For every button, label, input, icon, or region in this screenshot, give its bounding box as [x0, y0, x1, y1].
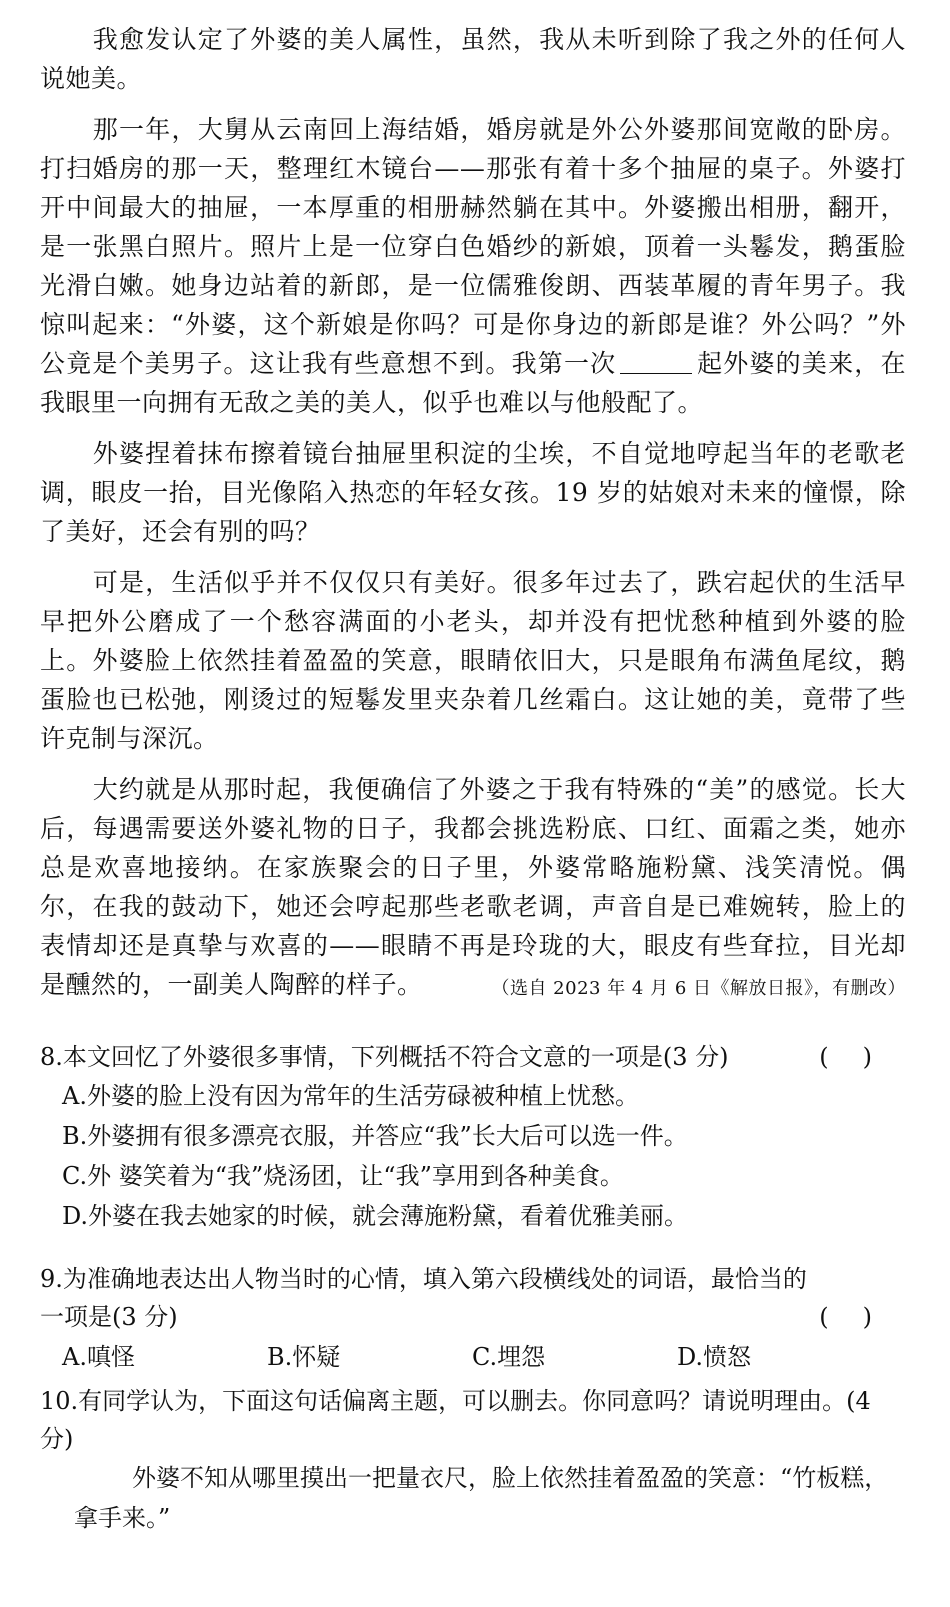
question-10-quote: 外婆不知从哪里摸出一把量衣尺，脸上依然挂着盈盈的笑意：“竹板糕，拿手来。” — [74, 1464, 889, 1532]
passage-paragraph-2 — [40, 110, 906, 422]
option-8-c: C.外 婆笑着为“我”烧汤团，让“我”享用到各种美食。 — [62, 1162, 624, 1190]
question-9-options — [40, 1336, 906, 1378]
paragraph-text: 外婆捏着抹布擦着镜台抽屉里积淀的尘埃，不自觉地哼起当年的老歌老调，眼皮一抬，目光像陷入热恋的年轻女孩。19 岁的姑娘对未来的憧憬，除了美好，还会有别的吗？ — [40, 439, 906, 546]
option-8-b: B.外婆拥有很多漂亮衣服，并答应“我”长大后可以选一件。 — [62, 1122, 688, 1150]
option-8-a: A.外婆的脸上没有因为常年的生活劳碌被种植上忧愁。 — [62, 1082, 639, 1110]
option-9-b: B.怀疑 — [267, 1343, 341, 1371]
question-8 — [40, 1038, 906, 1236]
question-10 — [40, 1382, 906, 1538]
passage-paragraph-4 — [40, 563, 906, 758]
paragraph-text: 大约就是从那时起，我便确信了外婆之于我有特殊的“美”的感觉。长大后，每遇需要送外婆礼物的日子，我都会挑选粉底、口红、面霜之类，她亦总是欢喜地接纳。在家族聚会的日子里，外婆常略施粉黛、浅笑清悦。偶尔，在我的鼓动下，她还会哼起那些老歌老调，声音自是已难婉转，脸上的表情却还是真挚与欢喜的——眼睛不再是玲珑的大，眼皮有些耷拉，目光却是醺然的，一副美人陶醉的样子。 — [40, 775, 906, 999]
option-9-c: C.埋怨 — [472, 1343, 546, 1371]
source-citation: （选自 2023 年 4 月 6 日《解放日报》，有删改） — [491, 978, 906, 999]
option-9-d: D.愤怒 — [677, 1343, 752, 1371]
answer-paren-8[interactable]: () — [819, 1043, 906, 1071]
fill-in-blank[interactable] — [620, 351, 692, 374]
paragraph-text: 起外婆的美来，在我眼里一向拥有无敌之美的美人，似乎也难以与他般配了。 — [40, 349, 906, 417]
question-10-stem: 10.有同学认为，下面这句话偏离主题，可以删去。你同意吗？请说明理由。(4 分) — [40, 1387, 871, 1453]
passage-paragraph-5-block — [40, 770, 906, 1008]
option-9-a: A.嗔怪 — [62, 1343, 135, 1371]
question-9-stem — [40, 1260, 906, 1336]
paragraph-text: 那一年，大舅从云南回上海结婚，婚房就是外公外婆那间宽敞的卧房。打扫婚房的那一天，整理红木镜台——那张有着十多个抽屉的桌子。外婆打开中间最大的抽屉，一本厚重的相册赫然躺在其中。外婆搬出相册，翻开，是一张黑白照片。照片上是一位穿白色婚纱的新娘，顶着一头鬈发，鹅蛋脸光滑白嫩。她身边站着的新郎，是一位儒雅俊朗、西装革履的青年男子。我惊叫起来：“外婆，这个新娘是你吗？可是你身边的新郎是谁？外公吗？”外公竟是个美男子。这让我有些意想不到。我第一次 — [40, 115, 906, 378]
question-8-text: 8.本文回忆了外婆很多事情，下列概括不符合文意的一项是(3 分) — [40, 1043, 729, 1071]
paragraph-text: 我愈发认定了外婆的美人属性，虽然，我从未听到除了我之外的任何人说她美。 — [40, 25, 906, 93]
answer-paren-9[interactable]: () — [819, 1303, 906, 1331]
question-9-text: 9.为准确地表达出人物当时的心情，填入第六段横线处的词语，最恰当的一项是(3 分) — [40, 1265, 807, 1331]
question-9 — [40, 1260, 906, 1378]
passage-paragraph-3 — [40, 434, 906, 551]
option-8-d: D.外婆在我去她家的时候，就会薄施粉黛，看着优雅美丽。 — [62, 1202, 689, 1230]
passage-paragraph-5 — [40, 770, 906, 1004]
question-8-stem — [40, 1038, 906, 1076]
passage-paragraph-1 — [40, 20, 906, 98]
paragraph-text: 可是，生活似乎并不仅仅只有美好。很多年过去了，跌宕起伏的生活早早把外公磨成了一个愁容满面的小老头，却并没有把忧愁种植到外婆的脸上。外婆脸上依然挂着盈盈的笑意，眼睛依旧大，只是眼角布满鱼尾纹，鹅蛋脸也已松弛，刚烫过的短鬈发里夹杂着几丝霜白。这让她的美，竟带了些许克制与深沉。 — [40, 568, 906, 753]
